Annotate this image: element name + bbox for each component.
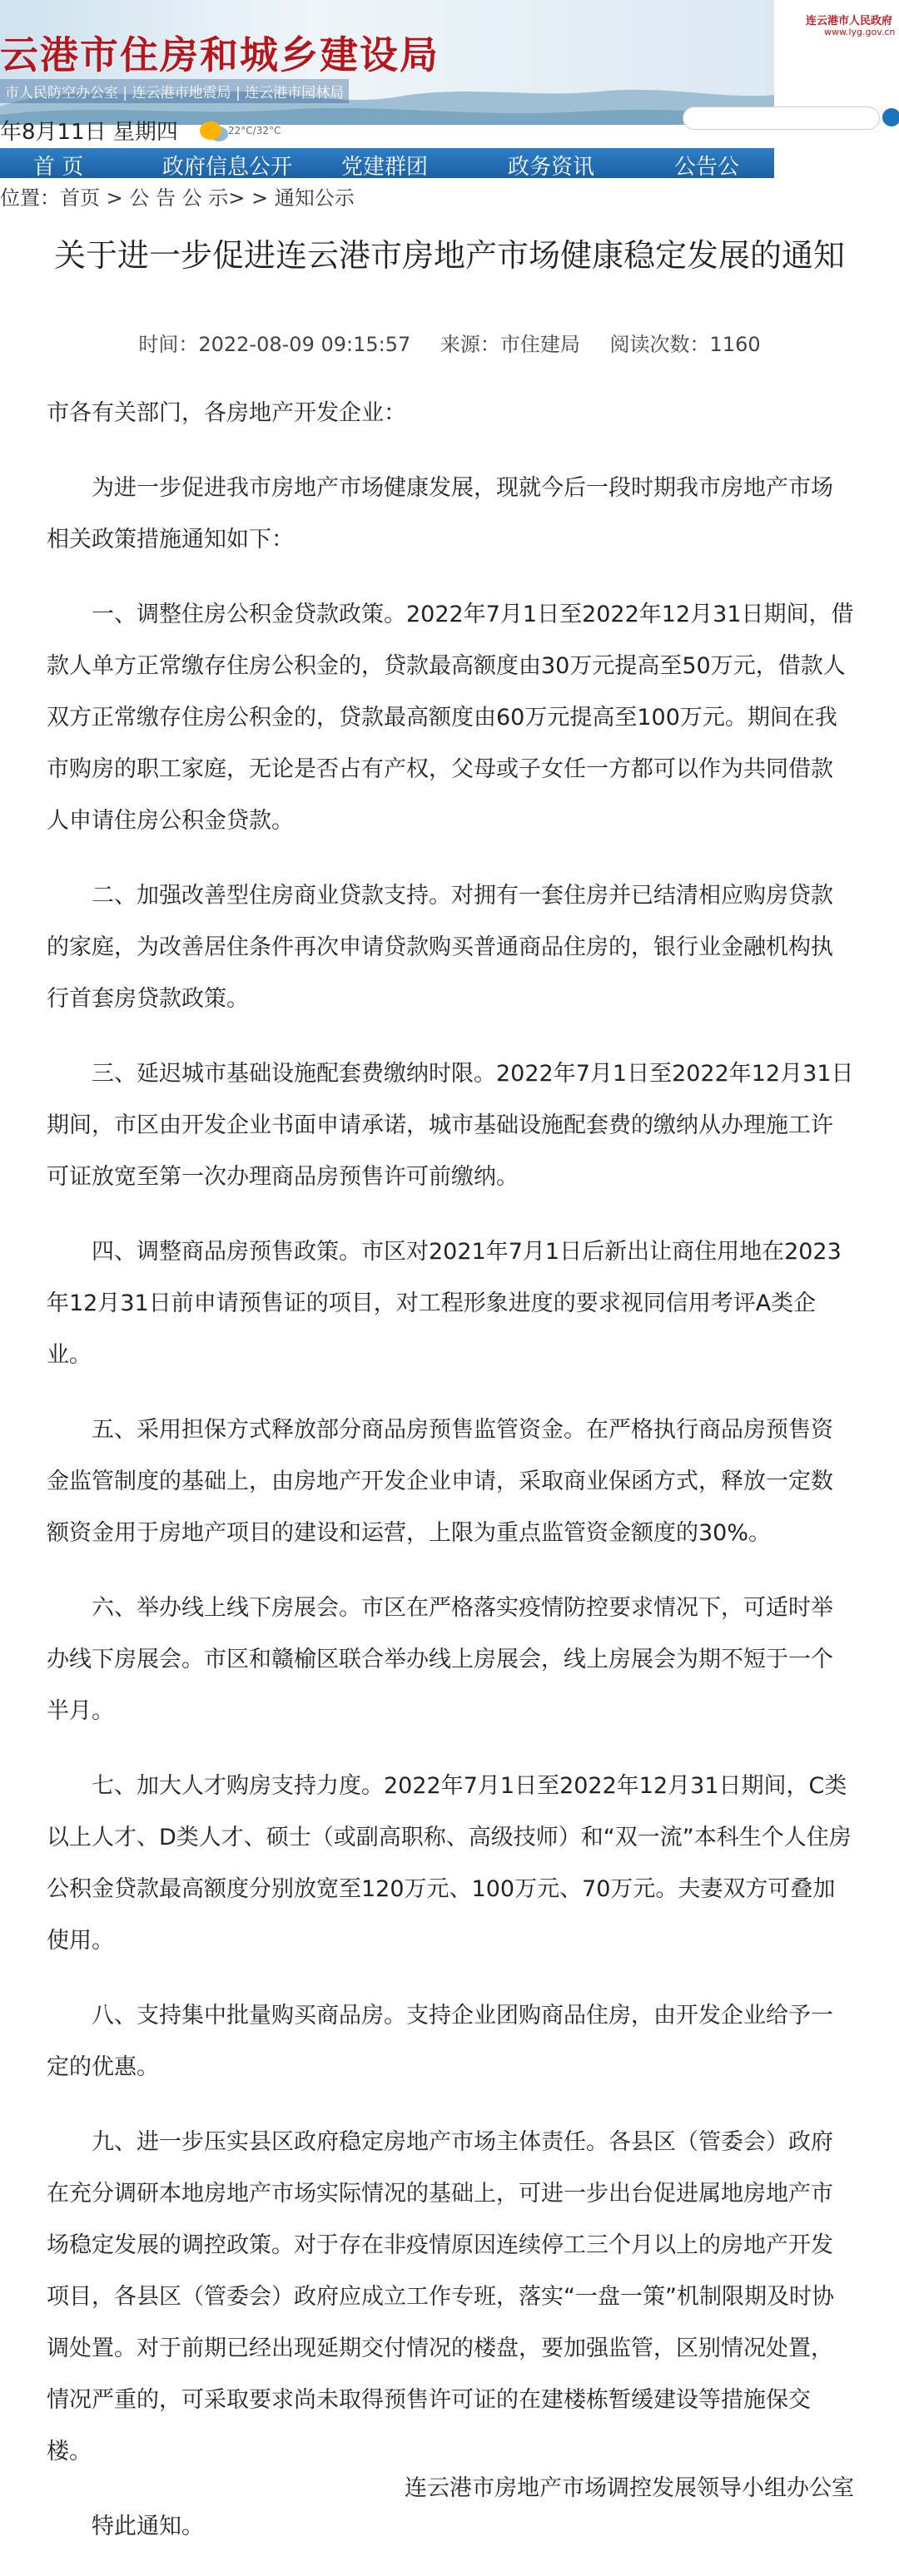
search-button[interactable] bbox=[882, 108, 899, 126]
nav-item-home[interactable]: 首 页 bbox=[33, 155, 84, 180]
nav-item-notices[interactable]: 公告公 bbox=[674, 155, 740, 180]
weather-icon bbox=[200, 121, 221, 140]
government-logo-title: 连云港市人民政府 bbox=[806, 15, 893, 27]
article-title: 关于进一步促进连云港市房地产市场健康稳定发展的通知 bbox=[53, 237, 845, 274]
article-paragraph: 七、加大人才购房支持力度。2022年7月1日至2022年12月31日期间，C类以上人才、D类人才、硕士（或副高职称、高级技师）和“双一流”本科生个人住房公积金贷款最高额度分别放宽至120万元、100万元、70万元。夫妻双方可叠加使用。 bbox=[47, 1773, 852, 1954]
government-logo-url: www.lyg.gov.cn bbox=[824, 27, 896, 37]
weather-widget bbox=[200, 120, 366, 141]
article-signature: 连云港市房地产市场调控发展领导小组办公室 bbox=[405, 2475, 854, 2501]
weather-temperature: 22°C/32°C bbox=[228, 125, 281, 136]
article-salutation: 市各有关部门，各房地产开发企业： bbox=[47, 400, 406, 426]
article-time: 时间：2022-08-09 09:15:57 bbox=[138, 333, 411, 356]
article-meta bbox=[0, 328, 899, 357]
article-source: 来源：市住建局 bbox=[440, 333, 580, 356]
article-paragraph: 二、加强改善型住房商业贷款支持。对拥有一套住房并已结清相应购房贷款的家庭，为改善居住条件再次申请贷款购买普通商品住房的，银行业金融机构执行首套房贷款政策。 bbox=[47, 883, 833, 1012]
site-title: 云港市住房和城乡建设局 bbox=[0, 32, 440, 77]
article-paragraph: 九、进一步压实县区政府稳定房地产市场主体责任。各县区（管委会）政府在充分调研本地房地产市场实际情况的基础上，可进一步出台促进属地房地产市场稳定发展的调控政策。对于存在非疫情原因连续停工三个月以上的房地产开发项目，各县区（管委会）政府应成立工作专班，落实“一盘一策”机制限期及时协调处置。对于前期已经出现延期交付情况的楼盘，要加强监管，区别情况处置，情况严重的，可采取要求尚未取得预售许可证的在建楼栋暂缓建设等措施保交楼。 bbox=[47, 2129, 834, 2465]
article-paragraph: 六、举办线上线下房展会。市区在严格落实疫情防控要求情况下，可适时举办线下房展会。市区和赣榆区联合举办线上房展会，线上房展会为期不短于一个半月。 bbox=[47, 1595, 833, 1724]
article-paragraph: 三、延迟城市基础设施配套费缴纳时限。2022年7月1日至2022年12月31日期间，市区由开发企业书面申请承诺，城市基础设施配套费的缴纳从办理施工许可证放宽至第一次办理商品房预售许可前缴纳。 bbox=[47, 1061, 854, 1190]
breadcrumb[interactable]: 位置：首页 > 公 告 公 示> > 通知公示 bbox=[0, 186, 355, 210]
article-views: 阅读次数：1160 bbox=[609, 333, 761, 356]
article-paragraph: 一、调整住房公积金贷款政策。2022年7月1日至2022年12月31日期间，借款人单方正常缴存住房公积金的，贷款最高额度由30万元提高至50万元，借款人双方正常缴存住房公积金的，贷款最高额度由60万元提高至100万元。期间在我市购房的职工家庭，无论是否占有产权，父母或子女任一方都可以作为共同借款人申请住房公积金贷款。 bbox=[47, 602, 854, 834]
article-paragraph: 五、采用担保方式释放部分商品房预售监管资金。在严格执行商品房预售资金监管制度的基础上，由房地产开发企业申请，采取商业保函方式，释放一定数额资金用于房地产项目的建设和运营，上限为重点监管资金额度的30%。 bbox=[47, 1417, 833, 1546]
article-paragraph: 为进一步促进我市房地产市场健康发展，现就今后一段时期我市房地产市场相关政策措施通知如下： bbox=[47, 475, 833, 552]
current-date: 年8月11日 星期四 bbox=[0, 120, 178, 145]
article-paragraph: 四、调整商品房预售政策。市区对2021年7月1日后新出让商住用地在2023年12月31日前申请预售证的项目，对工程形象进度的要求视同信用考评A类企业。 bbox=[47, 1239, 842, 1368]
site-subtitle: 市人民防空办公室 | 连云港市地震局 | 连云港市园林局 bbox=[0, 79, 349, 103]
main-nav bbox=[0, 148, 774, 178]
article-body bbox=[47, 388, 854, 2576]
article-paragraph: 八、支持集中批量购买商品房。支持企业团购商品住房，由开发企业给予一定的优惠。 bbox=[47, 2003, 833, 2080]
search-input[interactable] bbox=[683, 107, 880, 130]
article-closing: 特此通知。 bbox=[92, 2514, 204, 2539]
nav-item-news[interactable]: 政务资讯 bbox=[508, 155, 595, 180]
nav-item-gov-info[interactable]: 政府信息公开 bbox=[162, 155, 293, 180]
nav-item-party[interactable]: 党建群团 bbox=[341, 155, 429, 180]
